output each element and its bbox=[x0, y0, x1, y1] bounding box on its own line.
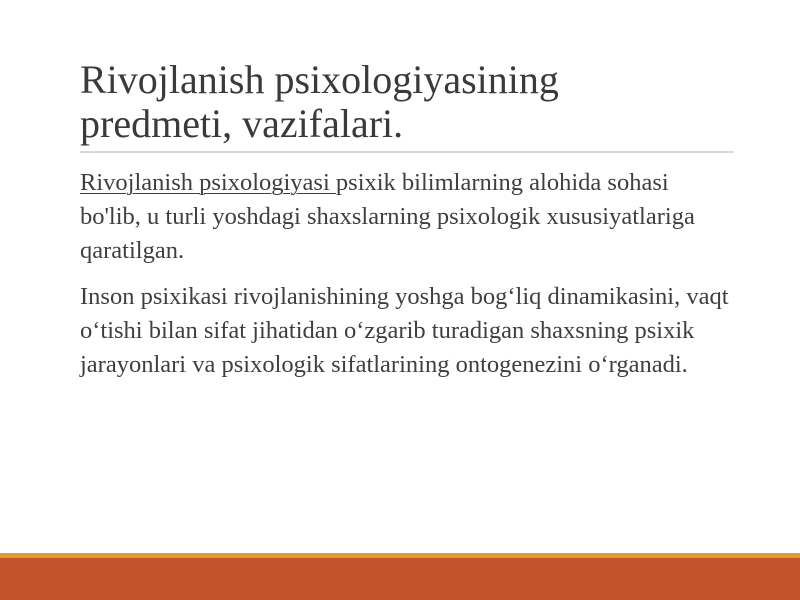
title-divider bbox=[80, 151, 734, 153]
footer-bar bbox=[0, 558, 800, 600]
slide-title-line-2: predmeti, vazifalari. bbox=[80, 101, 404, 146]
term-link[interactable]: Rivojlanish psixologiyasi bbox=[80, 169, 336, 196]
slide-title-line-1: Rivojlanish psixologiyasining bbox=[80, 57, 559, 102]
body-paragraph-1-text: psixik bilimlarning alohida sohasi bo'lib, u turli yoshdagi shaxslarning psixologik xususiyatlariga qaratilgan. bbox=[80, 169, 695, 264]
body-paragraph-1 bbox=[80, 166, 730, 268]
slide-title bbox=[80, 58, 740, 146]
body-paragraph-2: Inson psixikasi rivojlanishining yoshga bog‘liq dinamikasini, vaqt o‘tishi bilan sifat jihatidan o‘zgarib turadigan shaxsning psixik jarayonlari va psixologik sifatlarining ontogenezini o‘rganadi. bbox=[80, 283, 729, 378]
slide-body bbox=[80, 166, 730, 394]
